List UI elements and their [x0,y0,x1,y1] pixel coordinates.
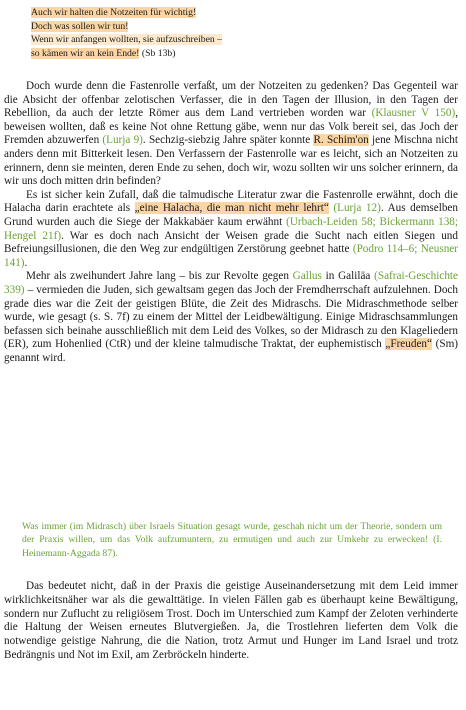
highlighted-word: „Freuden“ [385,338,432,351]
quote-line-4: so kämen wir an kein Ende! [31,47,140,59]
epigraph-quote [31,6,301,60]
paragraph-3 [4,270,458,365]
text-run: Es ist sicher kein Zufall, daß die talmudische Literatur zwar die Fastenrolle erwähnt, doch die Halacha darin erachtete als [4,188,458,215]
quote-line-1: Auch wir halten die Notzeiten für wichtig! [31,7,197,18]
reference: (Safrai-Geschichte 339) [4,270,458,296]
highlighted-name: R. Schim'on [313,134,369,147]
highlighted-quote: „eine Halacha, die man nicht mehr lehrt“ [134,202,329,215]
quote-line-3: Wenn wir anfangen wollten, sie aufzuschreiben – [31,34,223,45]
reference: (Urbach-Leiden 58; Bickermann 138; Hengel 21f) [4,215,458,242]
text-run: . Aus demselben Grund wurden auch die Siege der Makkabäer kaum erwähnt [4,202,458,228]
text-run: . Sechzig-siebzig Jahre später konnte [142,134,314,147]
reference: (Lurja 12) [333,202,381,215]
text-run: (Sm) genannt wird. [4,338,458,364]
text-run: , beweisen wollten, daß es keine Not ohne Rettung gäbe, wenn nur das Volk bereit sei, das Joch der Fremden abzuwerfen [4,107,458,147]
text-run: Mehr als zweihundert Jahre lang – bis zur Revolte gegen [26,270,293,283]
paragraph-4: Das bedeutet nicht, daß in der Praxis die geistige Auseinandersetzung mit dem Leid immer wirklichkeitsnäher war als die gewalttätige. In vielen Fällen gab es überhaupt keine Bewältigung, sondern nur Zuflucht zu religiösem Trost. Doch im Unterschied zum Kampf der Zeloten verhinderte die Haltung der Weisen erneutes Blutvergießen. Ja, die Trostlehren lieferten dem Volk die notwendige geistige Nahrung, die die Nation, trotz Armut und Hunger im Land Israel und trotz Bedrängnis und Not im Exil, am Zerbröckeln hinderte. [4,580,458,661]
reference: (Lurja 9) [102,134,143,147]
reference: (Podro 114–6; Neusner 141) [4,243,458,269]
text-run: in Galiläa [321,270,375,283]
quote-source: (Sb 13b) [139,47,176,59]
text-run: – vermieden die Juden, sich gewaltsam gegen das Joch der Fremdherrschaft aufzulehnen. Doch grade dies war die Zeit der geistigen Blüte, die Zeit des Midraschs. Die Midraschmethode selber wurde, wie gesagt (s. S. 7f) zu einem der Mittel der Leidbewältigung. Einige Midraschsammlungen befassen sich beinahe ausschließlich mit dem Leid des Volkes, so der Midrasch zu den Klageliedern (ER), zum Hohenlied (CtR) und der kleine talmudische Traktat, der euphemistisch [4,283,458,351]
paragraph-2 [4,189,458,271]
paragraph-1 [4,80,458,189]
text-run: . War es doch nach Ansicht der Weisen grade die Sucht nach eitlen Siegen und Befreiungsillusionen, die den Weg zur endgültigen Zerstörung geebnet hatte [4,229,458,256]
reference: Gallus [292,270,322,283]
closing-text [4,580,458,663]
main-text [4,80,458,365]
block-quote: Was immer (im Midrasch) über Israels Situation gesagt wurde, geschah nicht um der Theorie, sondern um der Praxis willen, um das Volk aufzumuntern, zu ermutigen und auch zur Umkehr zu erwecken! (I. Heinemann-Aggada 87). [22,521,442,559]
text-run: jene Mischna nicht anders denn mit Bitterkeit lesen. Den Verfassern der Fastenrolle war es leicht, sich an Notzeiten zu erinnern, denn sie meinten, deren Ende zu sehen, doch wir, wozu sollten wir uns solcher erinnern, da wir uns doch mitten drin befinden? [4,134,458,188]
quote-line-2: Doch was sollen wir tun! [31,20,129,32]
reference: (Klausner V 150) [371,107,456,120]
text-run: . [24,256,28,269]
text-run: Doch wurde denn die Fastenrolle verfaßt, um der Notzeiten zu gedenken? Das Gegenteil war die Absicht der offenbar zelotischen Verfasser, die in den Tagen der Illusion, in den Tagen der Rebellion, da auch der letzte Römer aus dem Land vertrieben worden war [4,80,458,120]
